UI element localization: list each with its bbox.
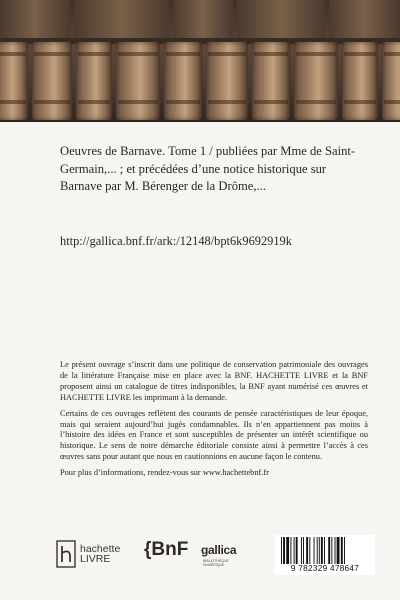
hachette-mark-icon [56, 540, 76, 568]
barcode-digits: 9 782329 478647 [290, 564, 360, 573]
hachette-word: hachette [80, 542, 121, 555]
isbn-barcode [275, 535, 375, 575]
library-shelf-image [0, 0, 400, 122]
gallica-url: http://gallica.bnf.fr/ark:/12148/bpt6k9692919k [60, 234, 292, 248]
notice-paragraph-3: Pour plus d’informations, rendez-vous sur www.hachettebnf.fr [60, 468, 269, 478]
notice-paragraph-2: Certains de ces ouvrages reflètent des courants de pensée caractéristiques de leur époque, mais qui seraient aujourd’hui jugés condamnables. Ils n’en appartiennent pas moins à l’histoire des idées en France et sont susceptibles de présenter un intérêt scientifique ou historique. Le sens de notre démarche éditoriale consiste ainsi à permettre l’accès à ces œuvres sans pour autant que nous en cautionnions en aucune façon le contenu. [60, 408, 368, 462]
book-title: Oeuvres de Barnave. Tome 1 / publiées par Mme de Saint-Germain,... ; et précédées d’une notice historique sur Barnave par M. Bérenger de la Drôme,... [60, 144, 356, 193]
hachette-livre-logo [56, 537, 120, 571]
logo-row [56, 535, 376, 575]
livre-word: LIVRE [80, 553, 111, 565]
gallica-word: gallica [201, 543, 237, 557]
gallica-logo [201, 539, 237, 573]
gallica-subtitle: BIBLIOTHÈQUE NUMÉRIQUE [203, 559, 229, 567]
bnf-logo: {BnF [144, 539, 189, 560]
notice-paragraph-1: Le présent ouvrage s’inscrit dans une politique de conservation patrimoniale des ouvrages de la littérature Française mise en place avec la BNF. HACHETTE LIVRE et la BNF proposent ainsi un catalogue de titres indisponibles, la BNF ayant numérisé ces œuvres et HACHETTE LIVRE les imprimant à la demande. [60, 360, 368, 402]
publisher-notice [60, 360, 368, 484]
barcode-bars [279, 537, 371, 565]
